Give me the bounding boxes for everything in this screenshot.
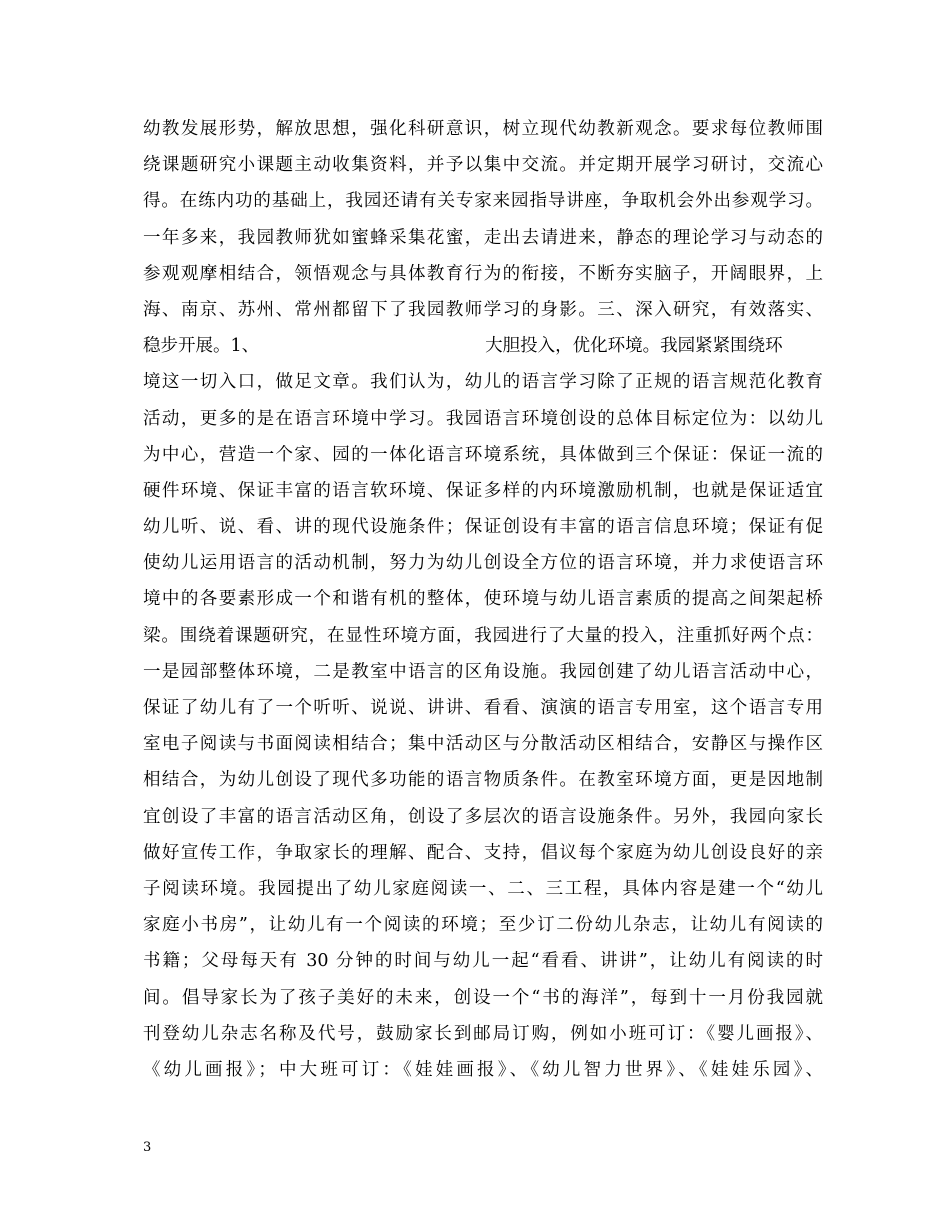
text-line-12: 幼儿听、说、看、讲的现代设施条件；保证创设有丰富的语言信息环境；保证有促 <box>143 517 823 538</box>
text-line-3: 得。在练内功的基础上，我园还请有关专家来园指导讲座，争取机会外出参观学习。 <box>143 191 823 212</box>
text-line-27: 《幼儿画报》；中大班可订：《娃娃画报》、《幼儿智力世界》、《娃娃乐园》、 <box>143 1059 823 1080</box>
text-line-15: 梁。围绕着课题研究，在显性环境方面，我园进行了大量的投入，注重抓好两个点： <box>143 625 823 646</box>
text-line-25: 间。倡导家长为了孩子美好的未来，创设一个“书的海洋”，每到十一月份我园就 <box>143 987 823 1008</box>
text-line-13: 使幼儿运用语言的活动机制，努力为幼儿创设全方位的语言环境，并力求使语言环 <box>143 553 823 574</box>
text-line-2: 绕课题研究小课题主动收集资料，并予以集中交流。并定期开展学习研讨，交流心 <box>143 155 823 176</box>
text-line-7-suffix: 大胆投入，优化环境。我园紧紧围绕环 <box>485 336 783 357</box>
body-text <box>143 111 823 1088</box>
text-line-20: 宜创设了丰富的语言活动区角，创设了多层次的语言设施条件。另外，我园向家长 <box>143 806 823 827</box>
text-line-5: 参观观摩相结合，领悟观念与具体教育行为的衔接，不断夯实脑子，开阔眼界，上 <box>143 263 823 284</box>
text-line-16: 一是园部整体环境，二是教室中语言的区角设施。我园创建了幼儿语言活动中心， <box>143 661 823 682</box>
text-line-14: 境中的各要素形成一个和谐有机的整体，使环境与幼儿语言素质的提高之间架起桥 <box>143 589 823 610</box>
text-line-8: 境这一切入口，做足文章。我们认为，幼儿的语言学习除了正规的语言规范化教育 <box>143 372 823 393</box>
text-line-7-prefix: 稳步开展。1、 <box>143 336 260 357</box>
text-line-4: 一年多来，我园教师犹如蜜蜂采集花蜜，走出去请进来，静态的理论学习与动态的 <box>143 227 823 248</box>
text-line-6: 海、南京、苏州、常州都留下了我园教师学习的身影。三、深入研究，有效落实、 <box>143 299 823 320</box>
text-line-18: 室电子阅读与书面阅读相结合；集中活动区与分散活动区相结合，安静区与操作区 <box>143 734 823 755</box>
text-line-23: 家庭小书房”，让幼儿有一个阅读的环境；至少订二份幼儿杂志，让幼儿有阅读的 <box>143 915 823 936</box>
text-line-19: 相结合，为幼儿创设了现代多功能的语言物质条件。在教室环境方面，更是因地制 <box>143 770 823 791</box>
text-line-26: 刊登幼儿杂志名称及代号，鼓励家长到邮局订购，例如小班可订：《婴儿画报》、 <box>143 1023 823 1044</box>
text-line-21: 做好宣传工作，争取家长的理解、配合、支持，倡议每个家庭为幼儿创设良好的亲 <box>143 842 823 863</box>
text-line-9: 活动，更多的是在语言环境中学习。我园语言环境创设的总体目标定位为：以幼儿 <box>143 408 823 429</box>
text-line-7 <box>143 328 823 364</box>
text-line-11: 硬件环境、保证丰富的语言软环境、保证多样的内环境激励机制，也就是保证适宜 <box>143 480 823 501</box>
text-line-17: 保证了幼儿有了一个听听、说说、讲讲、看看、演演的语言专用室，这个语言专用 <box>143 698 823 718</box>
text-line-10: 为中心，营造一个家、园的一体化语言环境系统，具体做到三个保证：保证一流的 <box>143 444 823 465</box>
text-line-24: 书籍；父母每天有 30 分钟的时间与幼儿一起“看看、讲讲”，让幼儿有阅读的时 <box>143 951 823 972</box>
page-number: 3 <box>143 1140 152 1155</box>
text-line-1: 幼教发展形势，解放思想，强化科研意识，树立现代幼教新观念。要求每位教师围 <box>143 119 823 139</box>
text-line-22: 子阅读环境。我园提出了幼儿家庭阅读一、二、三工程，具体内容是建一个“幼儿 <box>143 878 823 899</box>
